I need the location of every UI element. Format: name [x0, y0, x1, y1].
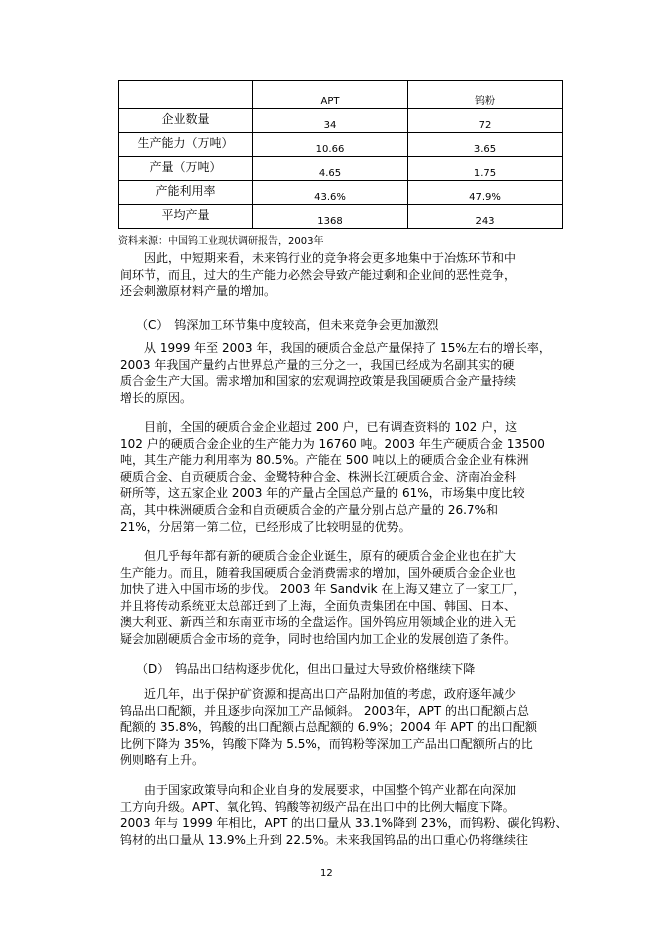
text-line: 2003 年与 1999 年相比，APT 的出口量从 33.1%降到 23%，而钨粉、碳化钨粉、 — [120, 816, 568, 831]
text-line: 比例下降为 35%，钨酸下降为 5.5%，而钨粉等深加工产品出口配额所占的比 — [120, 736, 533, 751]
table-header-row — [119, 81, 563, 109]
table-cell: 43.6% — [253, 181, 408, 205]
text-line: 102 户的硬质合金企业的生产能力为 16760 吨。2003 年生产硬质合金 13500 — [120, 436, 545, 451]
text-line: 但几乎每年都有新的硬质合金企业诞生，原有的硬质合金企业也在扩大 — [144, 549, 517, 563]
text-line: 硬质合金、自贡硬质合金、金鹭特种合金、株洲长江硬质合金、济南冶金科 — [120, 469, 517, 484]
text-line: 2003 年我国产量约占世界总产量的三分之一，我国已经成为名副其实的硬 — [120, 357, 515, 372]
table-row — [119, 133, 563, 157]
text-line: 近几年，出于保护矿资源和提高出口产品附加值的考虑，政府逐年减少 — [144, 687, 517, 701]
table-cell: 3.65 — [408, 133, 563, 157]
text-line: 钨品出口配额，并且逐步向深加工产品倾斜。 2003年，APT 的出口配额占总 — [120, 703, 529, 718]
table-cell: 34 — [253, 109, 408, 133]
table-cell: 10.66 — [253, 133, 408, 157]
table-header-cell: 钨粉 — [408, 81, 563, 109]
paragraph — [120, 782, 568, 848]
table-cell: 1.75 — [408, 157, 563, 181]
page-number: 12 — [320, 868, 333, 879]
text-line: 从 1999 年至 2003 年，我国的硬质合金总产量保持了 15%左右的增长率， — [144, 341, 551, 355]
text-line: 21%，分居第一第二位，已经形成了比较明显的优势。 — [120, 519, 411, 534]
text-line: 增长的原因。 — [120, 390, 193, 405]
text-line: 例则略有上升。 — [120, 753, 205, 768]
table-row-label: 产能利用率 — [119, 181, 253, 205]
table-cell: 4.65 — [253, 157, 408, 181]
table-row-label: 平均产量 — [119, 205, 253, 229]
table-cell: 243 — [408, 205, 563, 229]
text-line: 研所等，这五家企业 2003 年的产量占全国总产量的 61%，市场集中度比较 — [120, 486, 525, 501]
text-line: 工方向升级。APT、氧化钨、钨酸等初级产品在出口中的比例大幅度下降。 — [120, 799, 515, 814]
text-line: 因此，中短期来看，未来钨行业的竞争将会更多地集中于冶炼环节和中 — [144, 251, 517, 265]
text-line: 钨材的出口量从 13.9%上升到 22.5%。未来我国钨品的出口重心仍将继续往 — [120, 832, 528, 847]
data-table — [118, 80, 563, 229]
text-line: 目前，全国的硬质合金企业超过 200 户，已有调查资料的 102 户，这 — [144, 420, 518, 434]
text-line: 还会刺激原材料产量的增加。 — [120, 284, 277, 299]
table-row-label: 产量（万吨） — [119, 157, 253, 181]
table-cell: 72 — [408, 109, 563, 133]
text-line: 并且将传动系统亚太总部迁到了上海，全面负责集团在中国、韩国、日本、 — [120, 598, 517, 613]
table-row-label: 企业数量 — [119, 109, 253, 133]
table-cell: 47.9% — [408, 181, 563, 205]
text-line: 配额的 35.8%，钨酸的出口配额占总配额的 6.9%；2004 年 APT 的出口配额 — [120, 720, 537, 735]
table-row-label: 生产能力（万吨） — [119, 133, 253, 157]
paragraph — [120, 340, 562, 406]
paragraph — [120, 419, 562, 535]
text-line: 加快了进入中国市场的步伐。 2003 年 Sandvik 在上海又建立了一家工厂， — [120, 582, 526, 597]
table-row — [119, 181, 563, 205]
text-line: 质合金生产大国。需求增加和国家的宏观调控政策是我国硬质合金产量持续 — [120, 374, 517, 389]
table-row — [119, 109, 563, 133]
table-source-note: 资料来源：中国钨工业现状调研报告，2003年 — [118, 236, 324, 247]
section-heading-d: （D） 钨品出口结构逐步优化，但出口量过大导致价格继续下降 — [136, 662, 476, 676]
text-line: 生产能力。而且，随着我国硬质合金消费需求的增加，国外硬质合金企业也 — [120, 565, 517, 580]
table-row — [119, 205, 563, 229]
text-line: 由于国家政策导向和企业自身的发展要求，中国整个钨产业都在向深加 — [144, 783, 517, 797]
paragraph — [120, 250, 562, 300]
paragraph — [120, 686, 562, 769]
table-row — [119, 157, 563, 181]
table-header-cell: APT — [253, 81, 408, 109]
text-line: 吨，其生产能力利用率为 80.5%。产能在 500 吨以上的硬质合金企业有株洲 — [120, 453, 529, 468]
text-line: 澳大利亚、新西兰和东南亚市场的全盘运作。国外钨应用领域企业的进入无 — [120, 615, 517, 630]
text-line: 高，其中株洲硬质合金和自贡硬质合金的产量分别占总产量的 26.7%和 — [120, 502, 498, 517]
paragraph — [120, 548, 562, 648]
section-heading-c: （C） 钨深加工环节集中度较高，但未来竞争会更加激烈 — [136, 318, 439, 332]
text-line: 间环节，而且，过大的生产能力必然会导致产能过剩和企业间的恶性竞争， — [120, 267, 517, 282]
table-cell: 1368 — [253, 205, 408, 229]
text-line: 疑会加剧硬质合金市场的竞争，同时也给国内加工企业的发展创造了条件。 — [120, 631, 517, 646]
table-header-cell — [119, 81, 253, 109]
